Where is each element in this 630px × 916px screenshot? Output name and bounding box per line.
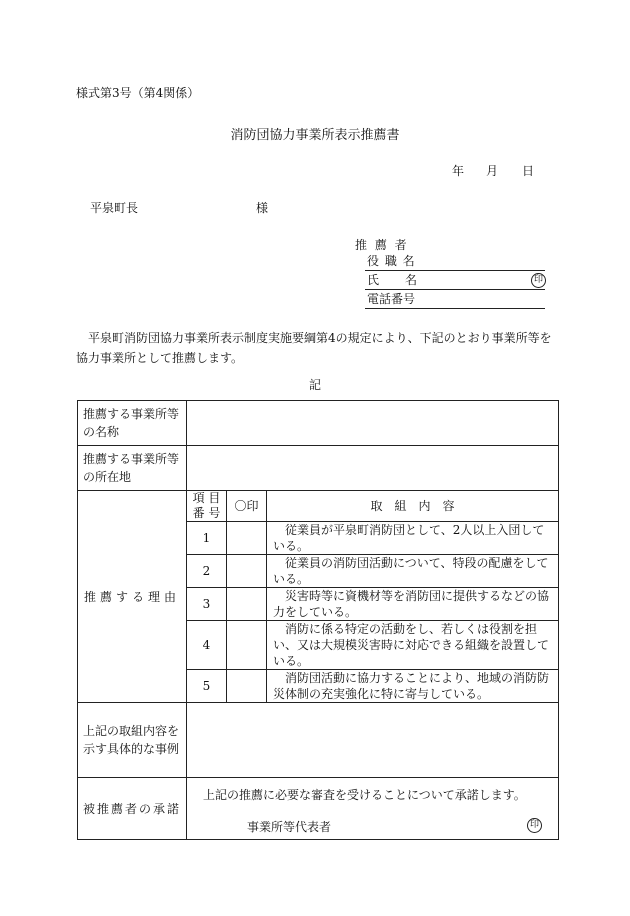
office-name-field[interactable] (187, 401, 559, 446)
body-text: 平泉町消防団協力事業所表示制度実施要綱第4の規定により、下記のとおり事業所等を協力事業所として推薦します。 (76, 331, 552, 365)
office-address-field[interactable] (187, 446, 559, 491)
nominator-phone-label: 電話番号 (367, 292, 416, 306)
nominator-name-row[interactable] (365, 270, 545, 290)
nominator-phone-row[interactable] (365, 289, 545, 309)
ki-heading: 記 (308, 378, 321, 392)
item-content: 従業員の消防団活動について、特段の配慮をしている。 (267, 555, 559, 588)
mark-cell[interactable] (227, 588, 267, 621)
reason-label: 推薦する理由 (78, 491, 187, 703)
item-content: 消防団活動に協力することにより、地域の消防防災体制の充実強化に特に寄与している。 (267, 670, 559, 703)
office-name-label: 推薦する事業所等 の名称 (78, 401, 187, 446)
seal-icon: 印 (527, 818, 542, 833)
form-number: 様式第3号（第4関係） (76, 86, 200, 100)
example-field[interactable] (187, 703, 559, 778)
nominator-position-row[interactable] (365, 251, 545, 271)
item-number: 4 (187, 621, 227, 670)
item-content: 消防に係る特定の活動をし、若しくは役割を担い、又は大規模災害時に対応できる組織を設置している。 (267, 621, 559, 670)
mark-cell[interactable] (227, 670, 267, 703)
consent-label: 被推薦者の承諾 (78, 778, 187, 840)
date-month: 月 (486, 164, 499, 178)
nominator-name-label-1: 氏 (367, 273, 380, 287)
nominator-position-label: 役 職 名 (367, 254, 416, 268)
item-number-header: 項 目 番 号 (187, 491, 227, 522)
item-number: 2 (187, 555, 227, 588)
item-number: 1 (187, 522, 227, 555)
content-header: 取 組 内 容 (267, 491, 559, 522)
item-content: 災害時等に資機材等を消防団に提供するなどの協力をしている。 (267, 588, 559, 621)
mark-cell[interactable] (227, 522, 267, 555)
seal-icon: 印 (531, 273, 546, 288)
recommendation-table (77, 400, 559, 840)
date-day: 日 (522, 164, 535, 178)
representative-label: 事業所等代表者 (247, 820, 332, 834)
item-number: 5 (187, 670, 227, 703)
addressee-name: 平泉町長 (90, 201, 139, 215)
example-label: 上記の取組内容を 示す具体的な事例 (78, 703, 187, 778)
mark-header: 〇印 (227, 491, 267, 522)
document-title: 消防団協力事業所表示推薦書 (230, 128, 400, 143)
item-number: 3 (187, 588, 227, 621)
nominator-name-label-2: 名 (405, 273, 418, 287)
office-address-label: 推薦する事業所等 の所在地 (78, 446, 187, 491)
consent-text: 上記の推薦に必要な審査を受けることについて承諾します。 (203, 788, 526, 802)
consent-cell[interactable] (187, 778, 559, 840)
mark-cell[interactable] (227, 621, 267, 670)
nominator-heading: 推 薦 者 (355, 238, 409, 252)
addressee-honorific: 様 (256, 201, 269, 215)
mark-cell[interactable] (227, 555, 267, 588)
date-year: 年 (452, 164, 465, 178)
item-content: 従業員が平泉町消防団として、2人以上入団している。 (267, 522, 559, 555)
